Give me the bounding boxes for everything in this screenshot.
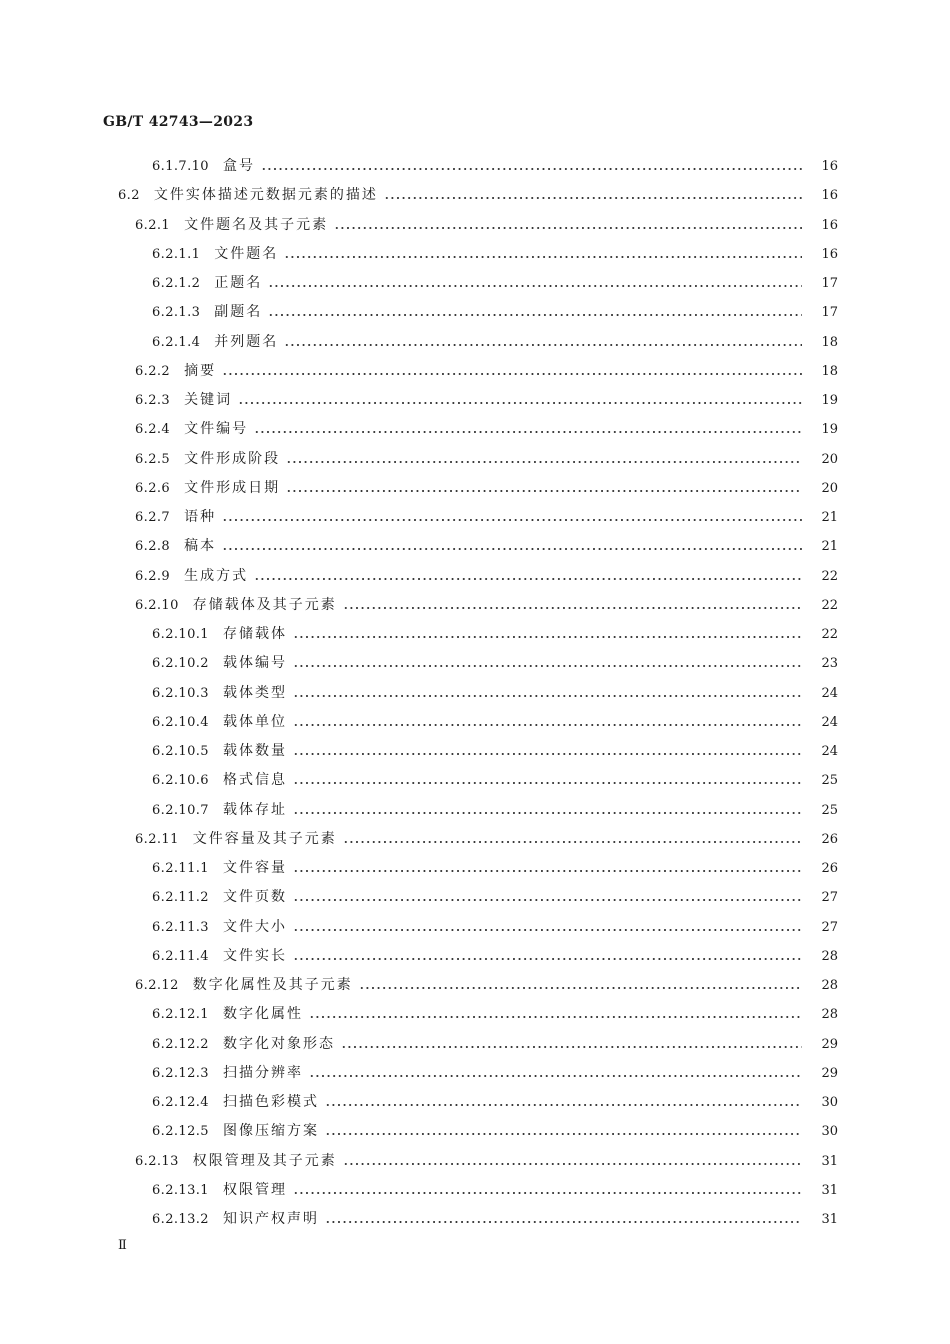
toc-entry-number: 6.2.11.4: [152, 949, 209, 964]
toc-entry-page: 24: [821, 715, 838, 730]
toc-entry[interactable]: [152, 240, 838, 269]
toc-entry[interactable]: [152, 620, 838, 649]
toc-entry[interactable]: [152, 1117, 838, 1146]
dot-leader: [254, 431, 802, 433]
dot-leader: [222, 548, 802, 550]
toc-entry-page: 31: [821, 1154, 838, 1169]
toc-entry-page: 25: [821, 773, 838, 788]
toc-entry-number: 6.2.9: [135, 569, 171, 584]
toc-entry-number: 6.2.11.3: [152, 920, 209, 935]
toc-entry[interactable]: [152, 737, 838, 766]
toc-entry-title: 载体数量: [222, 743, 287, 759]
toc-entry-title: 文件容量及其子元素: [192, 831, 337, 847]
toc-entry-number: 6.2.10.7: [152, 803, 209, 818]
toc-entry-title: 载体单位: [222, 714, 287, 730]
toc-entry-number: 6.2.5: [135, 452, 171, 467]
toc-entry-page: 27: [821, 920, 838, 935]
dot-leader: [359, 987, 802, 989]
toc-entry-page: 18: [821, 335, 838, 350]
toc-entry[interactable]: [152, 883, 838, 912]
toc-entry[interactable]: [152, 1205, 838, 1234]
dot-leader: [334, 227, 802, 229]
toc-entry-title: 关键词: [184, 392, 233, 408]
toc-entry-page: 19: [821, 393, 838, 408]
toc-entry[interactable]: [135, 357, 838, 386]
toc-entry-number: 6.2.4: [135, 422, 171, 437]
toc-entry-page: 21: [821, 510, 838, 525]
toc-entry[interactable]: [135, 415, 838, 444]
dot-leader: [341, 1046, 802, 1048]
toc-entry-number: 6.2.8: [135, 539, 171, 554]
toc-entry[interactable]: [135, 474, 838, 503]
toc-entry-title: 生成方式: [184, 568, 249, 584]
toc-entry-title: 正题名: [214, 275, 263, 291]
dot-leader: [222, 373, 802, 375]
toc-entry[interactable]: [135, 211, 838, 240]
toc-entry-title: 摘要: [184, 363, 217, 379]
toc-entry-page: 22: [821, 627, 838, 642]
toc-entry-title: 稿本: [184, 538, 217, 554]
dot-leader: [293, 695, 802, 697]
toc-entry-number: 6.2.11.2: [152, 890, 209, 905]
dot-leader: [261, 168, 802, 170]
toc-entry-page: 18: [821, 364, 838, 379]
dot-leader: [343, 841, 802, 843]
toc-entry-page: 21: [821, 539, 838, 554]
toc-entry-number: 6.2.1: [135, 218, 171, 233]
dot-leader: [293, 636, 802, 638]
toc-entry-number: 6.2.12.5: [152, 1124, 209, 1139]
toc-entry[interactable]: [152, 679, 838, 708]
toc-entry[interactable]: [135, 825, 838, 854]
toc-entry-title: 数字化属性及其子元素: [192, 977, 353, 993]
standard-code: GB/T 42743—2023: [103, 114, 254, 130]
toc-entry-number: 6.2.6: [135, 481, 171, 496]
toc-entry-page: 16: [821, 247, 838, 262]
toc-entry-title: 文件题名及其子元素: [184, 217, 329, 233]
toc-entry-page: 28: [821, 978, 838, 993]
toc-entry[interactable]: [135, 591, 838, 620]
toc-entry-title: 文件题名: [214, 246, 279, 262]
toc-entry-title: 存储载体及其子元素: [192, 597, 337, 613]
dot-leader: [254, 578, 802, 580]
toc-entry[interactable]: [152, 152, 838, 181]
dot-leader: [293, 782, 802, 784]
toc-entry-title: 文件形成日期: [184, 480, 281, 496]
toc-entry-title: 图像压缩方案: [222, 1123, 319, 1139]
toc-entry-number: 6.2.1.2: [152, 276, 201, 291]
toc-entry[interactable]: [152, 649, 838, 678]
toc-entry-page: 26: [821, 832, 838, 847]
toc-entry-number: 6.2.13.2: [152, 1212, 209, 1227]
dot-leader: [325, 1221, 802, 1223]
dot-leader: [286, 490, 802, 492]
toc-entry-number: 6.2.11.1: [152, 861, 209, 876]
toc-entry[interactable]: [152, 913, 838, 942]
dot-leader: [268, 314, 802, 316]
toc-entry-number: 6.2.11: [135, 832, 179, 847]
toc-entry-number: 6.2.10.2: [152, 656, 209, 671]
toc-entry-page: 20: [821, 481, 838, 496]
dot-leader: [293, 958, 802, 960]
toc-entry[interactable]: [135, 1147, 838, 1176]
toc-entry-number: 6.2.12.2: [152, 1037, 209, 1052]
dot-leader: [222, 519, 802, 521]
dot-leader: [284, 256, 802, 258]
toc-entry-page: 24: [821, 686, 838, 701]
toc-entry-number: 6.2.3: [135, 393, 171, 408]
toc-entry[interactable]: [135, 532, 838, 561]
toc-entry-number: 6.2.1.3: [152, 305, 201, 320]
toc-entry-number: 6.2.7: [135, 510, 171, 525]
toc-entry-number: 6.2.12: [135, 978, 179, 993]
dot-leader: [325, 1133, 802, 1135]
toc-entry-number: 6.2.10: [135, 598, 179, 613]
toc-entry[interactable]: [152, 269, 838, 298]
toc-entry-number: 6.2.10.6: [152, 773, 209, 788]
toc-entry[interactable]: [152, 1000, 838, 1029]
dot-leader: [343, 607, 802, 609]
toc-entry-title: 载体存址: [222, 802, 287, 818]
toc-entry[interactable]: [135, 386, 838, 415]
toc-entry-number: 6.2.12.4: [152, 1095, 209, 1110]
toc-entry[interactable]: [135, 445, 838, 474]
toc-entry-number: 6.1.7.10: [152, 159, 209, 174]
toc-entry-page: 16: [821, 188, 838, 203]
toc-entry[interactable]: [152, 1176, 838, 1205]
toc-entry[interactable]: [152, 942, 838, 971]
toc-entry-page: 28: [821, 949, 838, 964]
toc-entry-title: 文件形成阶段: [184, 451, 281, 467]
toc-entry-title: 副题名: [214, 304, 263, 320]
toc-entry-title: 权限管理及其子元素: [192, 1153, 337, 1169]
toc-entry-page: 30: [821, 1095, 838, 1110]
toc-entry-title: 知识产权声明: [222, 1211, 319, 1227]
toc-entry-number: 6.2: [118, 188, 140, 203]
toc-entry[interactable]: [152, 1088, 838, 1117]
toc-entry-page: 30: [821, 1124, 838, 1139]
dot-leader: [325, 1104, 802, 1106]
toc-entry-page: 17: [821, 305, 838, 320]
toc-entry-number: 6.2.13.1: [152, 1183, 209, 1198]
toc-entry-title: 权限管理: [222, 1182, 287, 1198]
dot-leader: [293, 753, 802, 755]
toc-entry-page: 16: [821, 218, 838, 233]
toc-entry-title: 存储载体: [222, 626, 287, 642]
toc-entry[interactable]: [152, 1030, 838, 1059]
toc-entry-page: 19: [821, 422, 838, 437]
dot-leader: [293, 812, 802, 814]
toc-entry-title: 文件实体描述元数据元素的描述: [153, 187, 378, 203]
toc-entry-page: 22: [821, 569, 838, 584]
toc-entry-page: 26: [821, 861, 838, 876]
toc-entry-title: 文件编号: [184, 421, 249, 437]
toc-entry-title: 载体类型: [222, 685, 287, 701]
toc-entry-page: 29: [821, 1066, 838, 1081]
toc-entry-title: 数字化对象形态: [222, 1036, 335, 1052]
dot-leader: [309, 1075, 802, 1077]
toc-entry-number: 6.2.1.4: [152, 335, 201, 350]
dot-leader: [293, 1192, 802, 1194]
toc-entry-title: 文件实长: [222, 948, 287, 964]
toc-entry-page: 17: [821, 276, 838, 291]
dot-leader: [343, 1163, 802, 1165]
toc-entry-page: 16: [821, 159, 838, 174]
dot-leader: [309, 1016, 802, 1018]
toc-entry[interactable]: [152, 328, 838, 357]
toc-entry-number: 6.2.1.1: [152, 247, 201, 262]
toc-entry-page: 24: [821, 744, 838, 759]
toc-entry-page: 31: [821, 1212, 838, 1227]
toc-entry-title: 文件容量: [222, 860, 287, 876]
dot-leader: [293, 870, 802, 872]
toc-entry-title: 载体编号: [222, 655, 287, 671]
toc-entry[interactable]: [135, 971, 838, 1000]
toc-entry-title: 盒号: [222, 158, 255, 174]
toc-entry[interactable]: [152, 708, 838, 737]
page-number: Ⅱ: [118, 1238, 127, 1253]
toc-entry[interactable]: [118, 181, 838, 210]
toc-entry-page: 20: [821, 452, 838, 467]
toc-entry-number: 6.2.10.4: [152, 715, 209, 730]
dot-leader: [286, 461, 802, 463]
toc-entry-title: 扫描分辨率: [222, 1065, 303, 1081]
toc-entry[interactable]: [152, 796, 838, 825]
dot-leader: [293, 724, 802, 726]
toc-entry-page: 27: [821, 890, 838, 905]
toc-entry-number: 6.2.10.1: [152, 627, 209, 642]
toc-entry-title: 文件大小: [222, 919, 287, 935]
toc-entry-page: 31: [821, 1183, 838, 1198]
toc-entry-number: 6.2.10.5: [152, 744, 209, 759]
toc-entry[interactable]: [152, 854, 838, 883]
toc-entry-title: 数字化属性: [222, 1006, 303, 1022]
toc-entry-number: 6.2.12.1: [152, 1007, 209, 1022]
dot-leader: [293, 899, 802, 901]
dot-leader: [238, 402, 802, 404]
toc-entry[interactable]: [152, 1059, 838, 1088]
toc-entry-title: 文件页数: [222, 889, 287, 905]
toc-entry-number: 6.2.10.3: [152, 686, 209, 701]
toc-entry-title: 并列题名: [214, 334, 279, 350]
toc-entry[interactable]: [152, 298, 838, 327]
toc-entry[interactable]: [135, 562, 838, 591]
toc-entry-number: 6.2.2: [135, 364, 171, 379]
toc-entry-page: 29: [821, 1037, 838, 1052]
dot-leader: [293, 929, 802, 931]
dot-leader: [293, 665, 802, 667]
toc-entry[interactable]: [152, 766, 838, 795]
toc-entry[interactable]: [135, 503, 838, 532]
dot-leader: [384, 197, 802, 199]
dot-leader: [268, 285, 802, 287]
toc-entry-page: 23: [821, 656, 838, 671]
toc-entry-page: 22: [821, 598, 838, 613]
toc-entry-number: 6.2.13: [135, 1154, 179, 1169]
toc-entry-page: 28: [821, 1007, 838, 1022]
toc-entry-page: 25: [821, 803, 838, 818]
dot-leader: [284, 344, 802, 346]
toc-entry-number: 6.2.12.3: [152, 1066, 209, 1081]
toc-entry-title: 语种: [184, 509, 217, 525]
toc-entry-title: 扫描色彩模式: [222, 1094, 319, 1110]
toc-entry-title: 格式信息: [222, 772, 287, 788]
